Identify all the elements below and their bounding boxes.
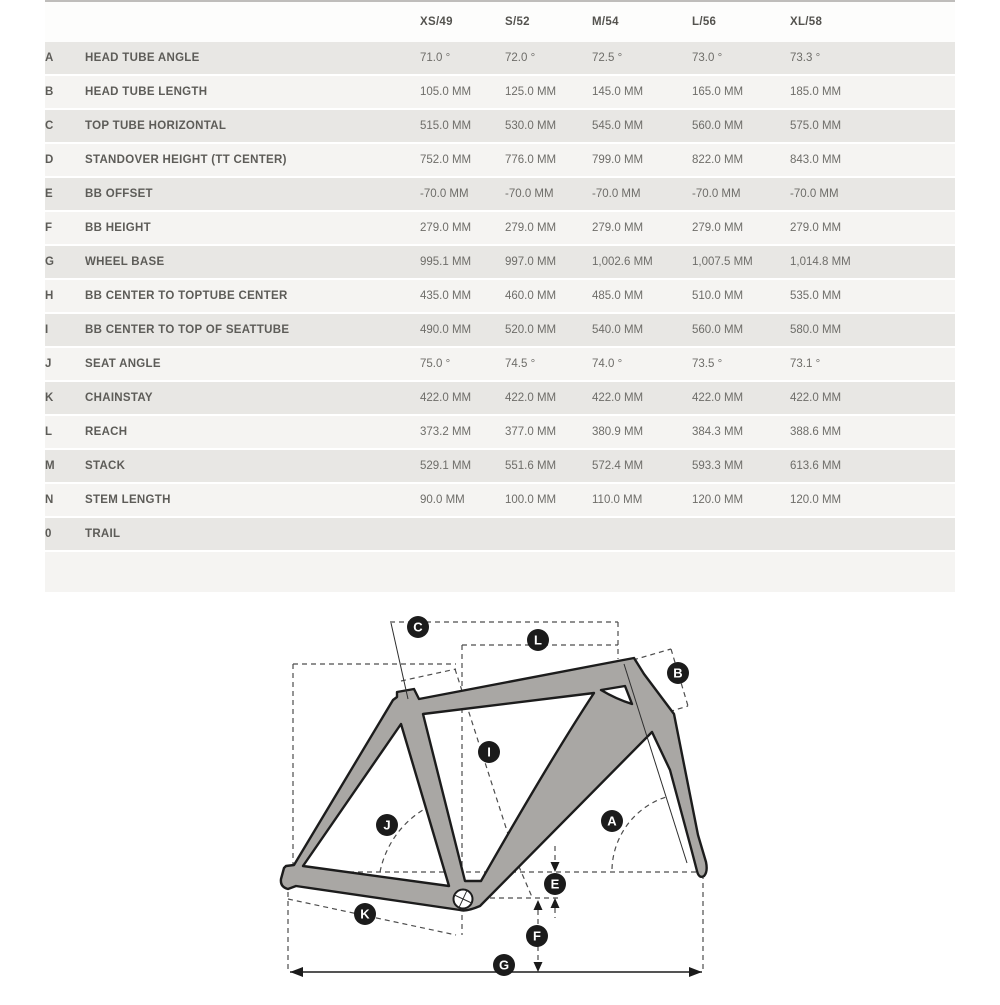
row-value: [592, 518, 692, 552]
seat-tube-axis-line: [391, 623, 408, 699]
row-label: WHEEL BASE: [85, 246, 420, 280]
header-spacer-letter: [45, 2, 85, 42]
spec-row: [45, 110, 955, 144]
row-value: 422.0 MM: [692, 382, 790, 416]
row-value: 490.0 MM: [420, 314, 505, 348]
row-letter: F: [45, 212, 85, 246]
row-label: TRAIL: [85, 518, 420, 552]
row-value: 73.0 °: [692, 42, 790, 76]
row-value: 799.0 MM: [592, 144, 692, 178]
row-letter: G: [45, 246, 85, 280]
row-value: -70.0 MM: [692, 178, 790, 212]
row-value: 1,014.8 MM: [790, 246, 955, 280]
svg-text:K: K: [360, 906, 370, 922]
row-value: 1,002.6 MM: [592, 246, 692, 280]
row-value: 997.0 MM: [505, 246, 592, 280]
spec-row: [45, 314, 955, 348]
row-label: CHAINSTAY: [85, 382, 420, 416]
row-label: HEAD TUBE LENGTH: [85, 76, 420, 110]
diagram-label-C: [407, 616, 429, 638]
row-label: STANDOVER HEIGHT (TT CENTER): [85, 144, 420, 178]
row-value: 145.0 MM: [592, 76, 692, 110]
row-value: 460.0 MM: [505, 280, 592, 314]
row-value: [790, 518, 955, 552]
row-value: 279.0 MM: [692, 212, 790, 246]
row-value: -70.0 MM: [505, 178, 592, 212]
spec-row: [45, 484, 955, 518]
row-value: 279.0 MM: [790, 212, 955, 246]
empty-footer-row: [45, 552, 955, 594]
row-label: TOP TUBE HORIZONTAL: [85, 110, 420, 144]
svg-text:J: J: [383, 817, 391, 833]
diagram-label-L: [527, 629, 549, 651]
row-value: 71.0 °: [420, 42, 505, 76]
row-value: 422.0 MM: [505, 382, 592, 416]
svg-text:I: I: [487, 744, 491, 760]
row-value: 613.6 MM: [790, 450, 955, 484]
spec-row: [45, 76, 955, 110]
svg-text:C: C: [413, 619, 423, 635]
diagram-label-B: [667, 662, 689, 684]
row-value: 843.0 MM: [790, 144, 955, 178]
diagram-label-G: [493, 954, 515, 976]
size-column-header: XL/58: [790, 2, 955, 42]
spec-row: [45, 280, 955, 314]
diagram-label-F: [526, 925, 548, 947]
row-value: 530.0 MM: [505, 110, 592, 144]
empty-cell: [692, 552, 790, 594]
diagram-label-A: [601, 810, 623, 832]
diagram-label-J: [376, 814, 398, 836]
row-value: 510.0 MM: [692, 280, 790, 314]
header-spacer-label: [85, 2, 420, 42]
row-value: 105.0 MM: [420, 76, 505, 110]
row-value: 279.0 MM: [420, 212, 505, 246]
row-value: 73.3 °: [790, 42, 955, 76]
diagram-label-E: [544, 873, 566, 895]
row-value: 485.0 MM: [592, 280, 692, 314]
row-value: 1,007.5 MM: [692, 246, 790, 280]
row-value: [420, 518, 505, 552]
row-letter: I: [45, 314, 85, 348]
empty-cell: [85, 552, 420, 594]
spec-row: [45, 348, 955, 382]
row-value: 435.0 MM: [420, 280, 505, 314]
size-column-header: XS/49: [420, 2, 505, 42]
row-letter: A: [45, 42, 85, 76]
row-value: 776.0 MM: [505, 144, 592, 178]
diagram-label-K: [354, 903, 376, 925]
row-value: 422.0 MM: [420, 382, 505, 416]
row-value: -70.0 MM: [790, 178, 955, 212]
row-value: 74.5 °: [505, 348, 592, 382]
spec-row: [45, 144, 955, 178]
spec-row: [45, 450, 955, 484]
row-label: SEAT ANGLE: [85, 348, 420, 382]
spec-row: [45, 382, 955, 416]
row-value: 572.4 MM: [592, 450, 692, 484]
row-label: BB CENTER TO TOPTUBE CENTER: [85, 280, 420, 314]
row-value: 90.0 MM: [420, 484, 505, 518]
row-value: 593.3 MM: [692, 450, 790, 484]
row-value: 580.0 MM: [790, 314, 955, 348]
spec-row: [45, 518, 955, 552]
row-value: 279.0 MM: [505, 212, 592, 246]
row-value: 529.1 MM: [420, 450, 505, 484]
svg-text:G: G: [498, 957, 510, 973]
row-value: [692, 518, 790, 552]
spec-row: [45, 42, 955, 76]
row-value: 125.0 MM: [505, 76, 592, 110]
size-column-header: M/54: [592, 2, 692, 42]
geometry-table-section: [45, 0, 955, 594]
row-letter: N: [45, 484, 85, 518]
row-value: 535.0 MM: [790, 280, 955, 314]
svg-text:E: E: [550, 876, 560, 892]
row-value: 72.5 °: [592, 42, 692, 76]
row-value: 279.0 MM: [592, 212, 692, 246]
row-value: 575.0 MM: [790, 110, 955, 144]
row-value: 75.0 °: [420, 348, 505, 382]
spec-row: [45, 178, 955, 212]
row-value: 752.0 MM: [420, 144, 505, 178]
row-value: 100.0 MM: [505, 484, 592, 518]
row-label: BB CENTER TO TOP OF SEATTUBE: [85, 314, 420, 348]
row-label: REACH: [85, 416, 420, 450]
row-value: 422.0 MM: [790, 382, 955, 416]
row-value: 380.9 MM: [592, 416, 692, 450]
row-value: 560.0 MM: [692, 314, 790, 348]
row-value: [505, 518, 592, 552]
geometry-diagram: [250, 600, 750, 1000]
row-value: 120.0 MM: [790, 484, 955, 518]
row-letter: J: [45, 348, 85, 382]
row-value: 373.2 MM: [420, 416, 505, 450]
row-value: -70.0 MM: [420, 178, 505, 212]
bike-frame-illustration: [250, 600, 750, 1000]
row-letter: B: [45, 76, 85, 110]
row-value: 73.5 °: [692, 348, 790, 382]
table-header-row: [45, 2, 955, 42]
row-value: 822.0 MM: [692, 144, 790, 178]
spec-row: [45, 416, 955, 450]
size-column-header: S/52: [505, 2, 592, 42]
row-value: 995.1 MM: [420, 246, 505, 280]
row-letter: D: [45, 144, 85, 178]
empty-cell: [45, 552, 85, 594]
svg-text:A: A: [607, 813, 617, 829]
row-label: BB HEIGHT: [85, 212, 420, 246]
row-value: 515.0 MM: [420, 110, 505, 144]
row-letter: E: [45, 178, 85, 212]
row-value: 73.1 °: [790, 348, 955, 382]
empty-cell: [592, 552, 692, 594]
row-value: 551.6 MM: [505, 450, 592, 484]
row-letter: C: [45, 110, 85, 144]
head-angle-arc: [612, 797, 666, 869]
row-value: 384.3 MM: [692, 416, 790, 450]
row-letter: K: [45, 382, 85, 416]
row-value: 377.0 MM: [505, 416, 592, 450]
row-label: STEM LENGTH: [85, 484, 420, 518]
row-letter: 0: [45, 518, 85, 552]
row-value: 110.0 MM: [592, 484, 692, 518]
row-letter: H: [45, 280, 85, 314]
row-value: 120.0 MM: [692, 484, 790, 518]
row-value: 520.0 MM: [505, 314, 592, 348]
empty-cell: [420, 552, 505, 594]
frame-outline: [281, 658, 707, 911]
row-letter: M: [45, 450, 85, 484]
row-value: 74.0 °: [592, 348, 692, 382]
spec-row: [45, 212, 955, 246]
row-label: STACK: [85, 450, 420, 484]
size-column-header: L/56: [692, 2, 790, 42]
row-label: HEAD TUBE ANGLE: [85, 42, 420, 76]
row-value: 388.6 MM: [790, 416, 955, 450]
row-value: 185.0 MM: [790, 76, 955, 110]
row-value: -70.0 MM: [592, 178, 692, 212]
svg-text:B: B: [673, 665, 683, 681]
row-value: 560.0 MM: [692, 110, 790, 144]
bb-shell: [454, 890, 473, 909]
row-value: 165.0 MM: [692, 76, 790, 110]
row-label: BB OFFSET: [85, 178, 420, 212]
diagram-label-I: [478, 741, 500, 763]
svg-text:F: F: [533, 928, 541, 944]
row-letter: L: [45, 416, 85, 450]
spec-row: [45, 246, 955, 280]
empty-cell: [505, 552, 592, 594]
row-value: 72.0 °: [505, 42, 592, 76]
svg-text:L: L: [534, 632, 542, 648]
row-value: 545.0 MM: [592, 110, 692, 144]
geometry-table: [45, 0, 955, 594]
row-value: 422.0 MM: [592, 382, 692, 416]
empty-cell: [790, 552, 955, 594]
row-value: 540.0 MM: [592, 314, 692, 348]
